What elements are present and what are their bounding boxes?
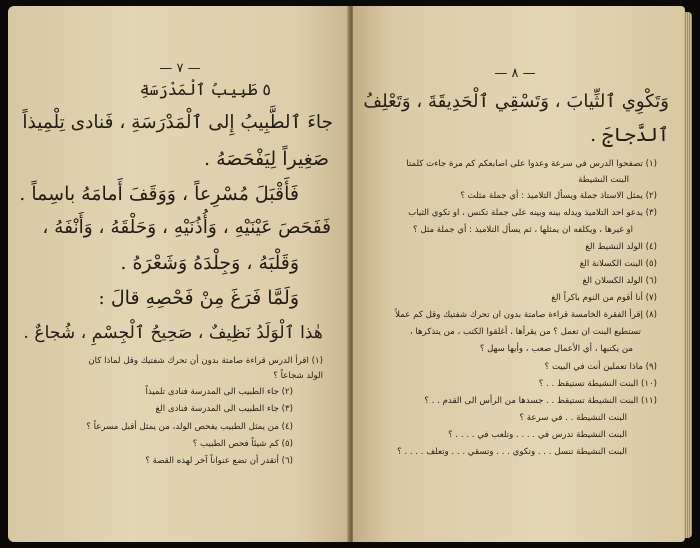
exercise-line: (٦) أتقدر أن تضع عنواناً آخر لهذه القصة ؟ [145,456,293,466]
exercise-line: (٣) جاء الطبيب الى المدرسة فنادى الغ [155,404,293,414]
exercise-line: من يكتبها ، أي الأعمال صعب ، وأيها سهل ؟ [479,344,633,354]
left-page [8,6,351,542]
story-line: وَقَلْبَهُ ، وَجِلْدَهُ وَشَعْرَهُ . [120,252,299,274]
exercise-line: (١٠) البنت النشيطة تستيقظ . . ؟ [538,379,657,389]
exercise-line: (٧) أنا أقوم من النوم باكراً الغ [551,293,657,303]
exercise-line: الولد شجاعاً ؟ [273,371,323,381]
open-book [8,6,692,542]
page-number: — ٧ — [159,61,201,76]
story-line: وَتَكْوِي ٱلثِّيابَ ، وَتَسْقِي ٱلْحَدِيقَةَ ، وَتَعْلِفُ [363,91,669,112]
exercise-line: (١) تصفحوا الدرس في سرعة وعدوا على اصابعكم كم مرة جاءت كلمتا [406,159,657,169]
exercise-line: (٢) جاء الطبيب الى المدرسة فنادى تلميذاً [145,387,293,397]
exercise-line: (٤) الولد النشيط الغ [585,242,657,252]
story-line: فَأَقْبَلَ مُسْرِعاً ، وَوَقَفَ أَمامَهُ باسِماً . [19,183,299,205]
exercise-line: تستطيع البنت ان تعمل ؟ من يقرأها ، أغلقوا الكتب ، من يتذكرها ، [409,327,641,337]
exercise-line: (٥) البنت الكسلانة الغ [579,259,657,269]
story-line: جاءَ ٱلطَّبِيبُ إِلى ٱلْمَدْرَسَةِ ، فَنادى تِلْمِيذاً [22,112,333,133]
lesson-title: ٥ طَبِيبُ ٱلْمَدْرَسَةِ [139,80,271,99]
story-line: ٱلدَّجاجَ . [590,124,669,146]
exercise-line: البنت النشيطة تدرس في . . . . وتلعب في . . . . ؟ [448,430,627,440]
exercise-line: (١١) البنت النشيطة تستيقظ . . جسدها من الرأس الى القدم . . ؟ [424,396,657,406]
story-line: فَفَحَصَ عَيْنَيْهِ ، وَأُذُنَيْهِ ، وَحَلْقَهُ ، وَأَنْفَهُ ، [42,217,331,238]
story-line: صَغِيراً لِيَفْحَصَهُ . [204,148,329,170]
exercise-line: البنت النشيطة [578,175,629,185]
story-line: وَلَمَّا فَرَغَ مِنْ فَحْصِهِ قالَ : [98,287,299,309]
exercise-line: البنت النشيطة تنسل . . . وتكوي . . . وتسقي . . . وتعلف . . . . ؟ [397,447,627,457]
exercise-line: (٤) من يمثل الطبيب يفحص الولد، من يمثل أقبل مسرعاً ؟ [86,422,293,432]
exercise-line: او غيرها ، ويكلفه ان يمثلها ، ثم يسأل التلاميذ : أي جملة مثل ؟ [413,225,633,235]
page-edges [684,12,692,538]
exercise-line: (٨) إقرأ الفقرة الخامسة قراءة صامتة بدون ان تحرك شفتيك وقل كم عملاً [395,310,657,320]
exercise-line: (٥) كم شيئاً فحص الطبيب ؟ [192,439,293,449]
exercise-line: (٩) ماذا تعملين أنت في البيت ؟ [544,362,657,372]
exercise-line: (٢) يمثل الاستاذ جملة ويسأل التلاميذ : أي جملة مثلت ؟ [460,191,657,201]
story-line: هٰذا ٱلْوَلَدُ نَظِيفٌ ، صَحِيحُ ٱلْجِسْمِ ، شُجاعٌ . [23,323,323,343]
page-number: — ٨ — [494,66,536,81]
exercise-line: (١) اقرأ الدرس قراءة صامتة بدون أن تحرك شفتيك وقل لماذا كان [88,356,323,366]
right-page [353,6,685,542]
exercise-line: (٣) يدعو احد التلاميذ ويدله بينه وبينه على جملة تكنس ، او تكوي الثياب [408,208,657,218]
exercise-line: (٦) الولد الكسلان الغ [582,276,657,286]
exercise-line: البنت النشيطة . . في سرعة ؟ [519,413,627,423]
